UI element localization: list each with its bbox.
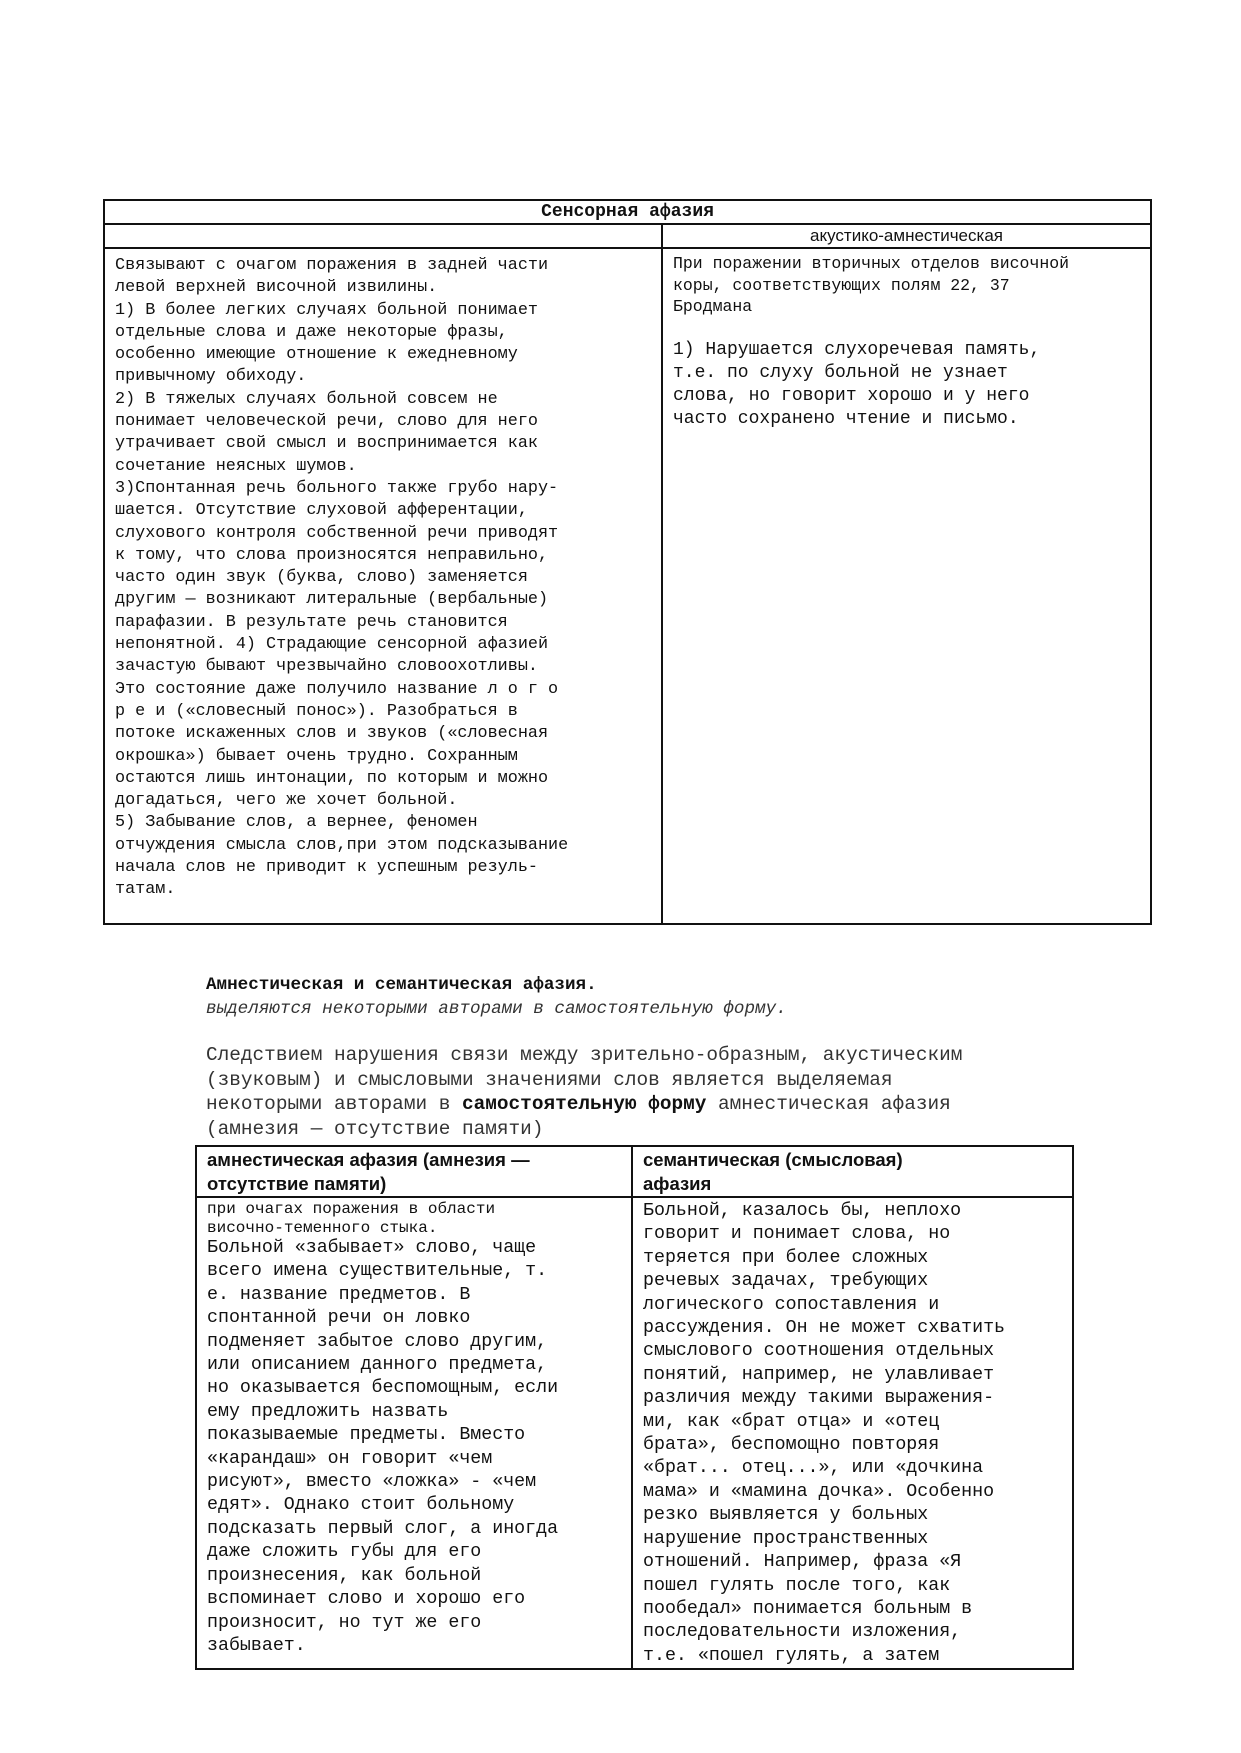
sensory-aphasia-title: Сенсорная афазия [104,200,1151,224]
amnestic-semantic-table [195,1145,1074,1670]
sensory-left-cell [104,248,662,924]
intro-paragraph [206,1043,1106,1141]
sensory-subheader-empty [104,224,662,248]
amnestic-semantic-heading-block [206,973,1106,1141]
sensory-subheader-acoustic-amnestic: акустико-амнестическая [662,224,1151,248]
amnestic-description-text: Больной «забывает» слово, чаще всего имена существительные, т. е. название предметов. В спонтанной речи он ловко подменяет забытое слово другим, или описанием данного предмета, но оказывается беспомощным, если ему предложить назвать показываемые предметы. Вместо «карандаш» он говорит «чем рисуют», вместо «ложка» - «чем едят». Однако стоит больному подсказать первый слог, а иногда даже сложить губы для его произнесения, как больной вспоминает слово и хорошо его произносит, но тут же его забывает. [207,1238,559,1656]
semantic-aphasia-cell [632,1197,1073,1669]
section-subtitle: выделяются некоторыми авторами в самостоятельную форму. [206,999,787,1019]
amnestic-aphasia-cell [196,1197,632,1669]
section-heading: Амнестическая и семантическая афазия. [206,975,597,995]
intro-paragraph-bold: самостоятельную форму [462,1093,707,1115]
amnestic-aphasia-header: амнестическая афазия (амнезия — отсутствие памяти) [196,1146,632,1197]
semantic-description-text: Больной, казалось бы, неплохо говорит и понимает слова, но теряется при более сложных речевых задачах, требующих логического сопоставления и рассуждения. Он не может схватить смыслового соотношения отдельных понятий, например, не улавливает различия между такими выражения- ми, как «брат отца» и «отец брата», беспомощно повторяя «брат... отец...», или «дочкина мама» и «мамина дочка». Особенно резко выявляется у больных нарушение пространственных отношений. Например, фраза «Я пошел гулять после того, как пообедал» понимается больным в последовательности изложения, т.е. «пошел гулять, а затем [643,1201,1006,1666]
intro-paragraph-start: Следствием нарушения связи между зрительно-образным, акустическим (звуковым) и смысловыми значениями слов является выделяемая некоторыми авторами в [206,1044,963,1115]
intro-paragraph-end: амнестическая афазия (амнезия — отсутствие памяти) [206,1093,951,1140]
sensory-description-text: Связывают с очагом поражения в задней части левой верхней височной извилины. 1) В более легких случаях больной понимает отдельные слова и даже некоторые фразы, особенно имеющие отношение к ежедневному привычному обиходу. 2) В тяжелых случаях больной совсем не понимает человеческой речи, слово для него утрачивает свой смысл и воспринимается как сочетание неясных шумов. 3)Спонтанная речь больного также грубо нару- шается. Отсутствие слуховой афферентации, слухового контроля собственной речи приводят к тому, что слова произносятся неправильно, часто один звук (буква, слово) заменяется другим — возникают литеральные (вербальные) парафазии. В результате речь становится непонятной. 4) Страдающие сенсорной афазией зачастую бывают чрезвычайно словоохотливы. Это состояние даже получило название л о г о р е и («словесный понос»). Разобраться в потоке искаженных слов и звуков («словесная окрошка») бывает очень трудно. Сохранным остаются лишь интонации, по которым и можно догадаться, чего же хочет больной. 5) Забывание слов, а вернее, феномен отчуждения смысла слов,при этом подсказывание начала слов не приводит к успешным резуль- татам. [115,256,569,900]
acoustic-amnestic-localization-text: При поражении вторичных отделов височной коры, соответствующих полям 22, 37 Бродмана [673,254,1070,316]
sensory-aphasia-table [103,199,1152,925]
sensory-right-cell [662,248,1151,924]
acoustic-amnestic-description-text: 1) Нарушается слухоречевая память, т.е. по слуху больной не узнает слова, но говорит хорошо и у него часто сохранено чтение и письмо. [673,339,1041,430]
amnestic-localization-text: при очагах поражения в области височно-теменного стыка. [207,1200,496,1237]
semantic-aphasia-header: семантическая (смысловая) афазия [632,1146,1073,1197]
